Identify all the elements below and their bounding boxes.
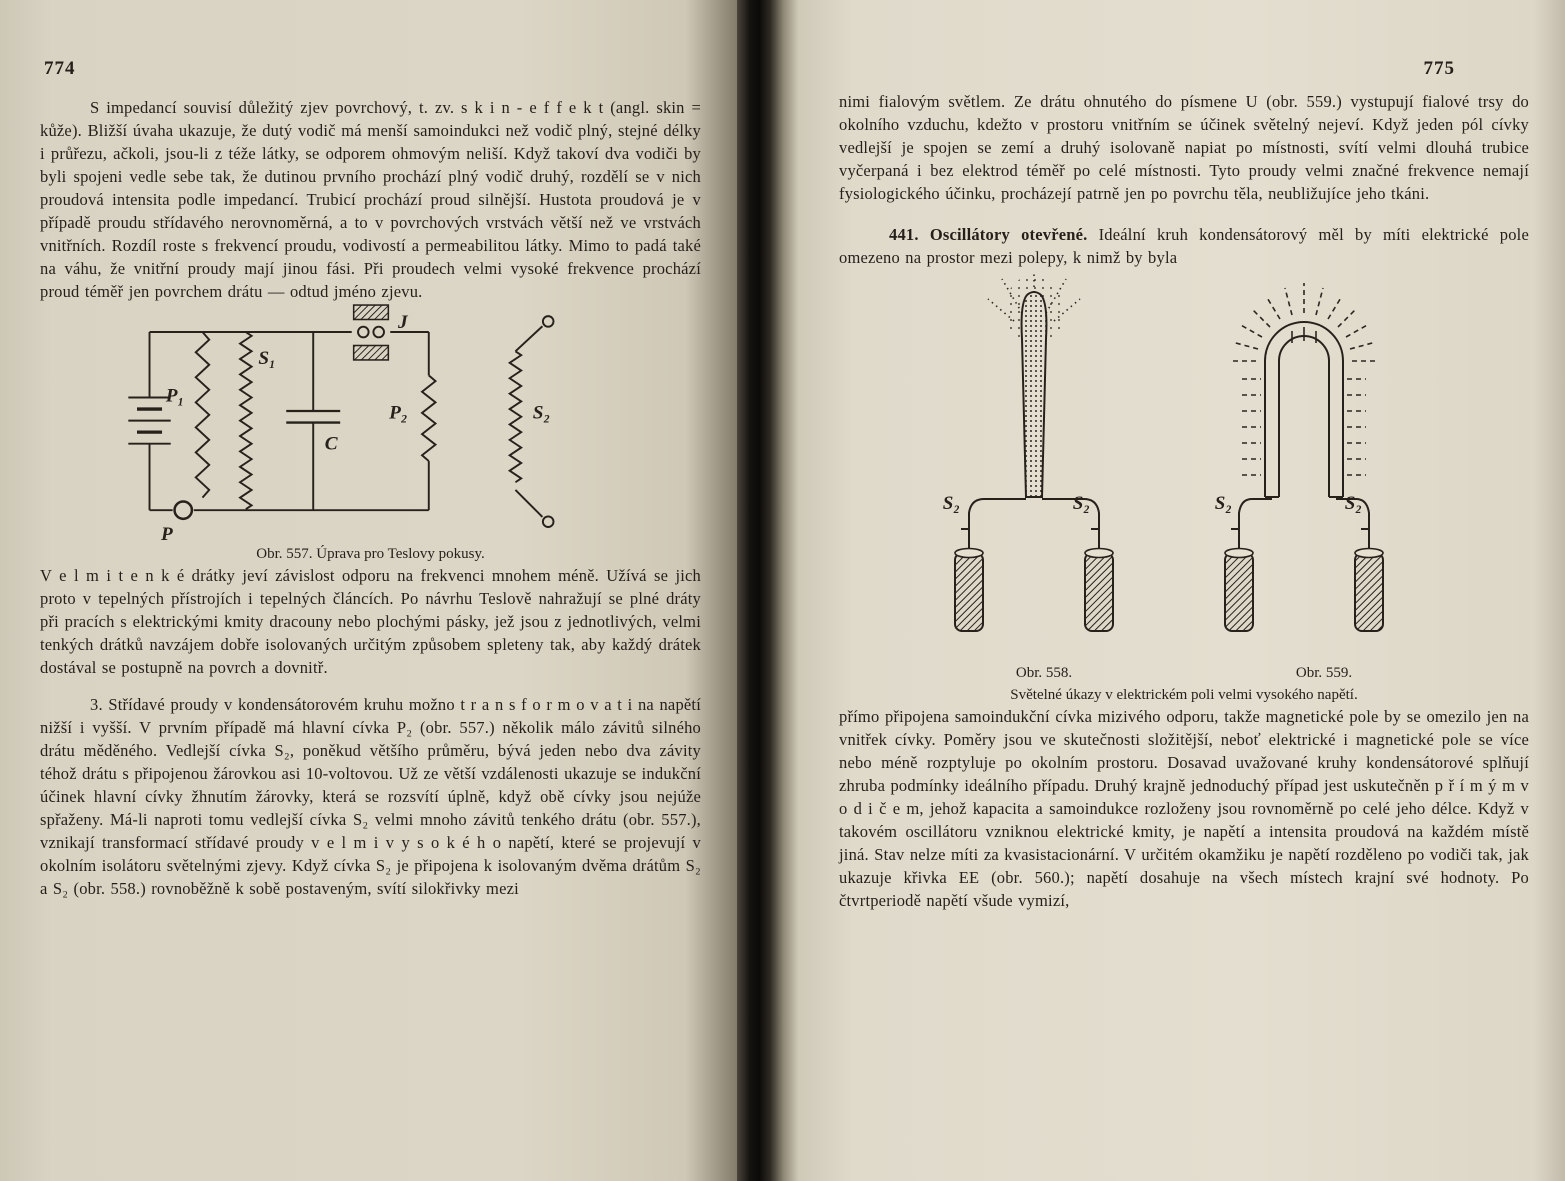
label-s2-b: S₂	[1072, 493, 1090, 514]
paragraph-violet-light: nimi fialovým světlem. Ze drátu ohnutého do písmene U (obr. 559.) vystupují fialové trsy do okolního vzduchu, kdežto v prostoru vnitřním se účinek světelný nejeví. Když jeden pól cívky vedlejší je spojen se zemí a druhý isolovaně napiat po místnosti, svítí velmi dlouhá trubice vyčerpaná i bez elektrod téměř po celé místnosti. Tyto proudy velmi značné frekvence nemají fysiologického účinku, procházejí patrně jen po povrchu těla, neubližujíce jeho tkáni.	[839, 92, 1529, 203]
handle	[1355, 549, 1383, 632]
label-s2-a: S₂	[942, 493, 960, 514]
label-s1: S₁	[257, 347, 276, 369]
page-right	[783, 0, 1565, 1181]
binding-gutter	[737, 0, 783, 1181]
right-page-content	[783, 0, 1565, 912]
figure-subcaption: Světelné úkazy v elektrickém poli velmi vysokého napětí.	[1010, 687, 1358, 703]
terminal-top	[542, 316, 553, 327]
label-p2: P₂	[388, 402, 408, 424]
tube-558	[943, 273, 1113, 631]
paragraph-open-oscillators: přímo připojena samoindukční cívka mizivého odporu, takže magnetické pole by se omezilo jen na vnitřek cívky. Poměry jsou ve skutečnosti složitější, neboť elektrické i magnetické pole se více nebo méně rozptyluje po okolním prostoru. Dosavad uvažované kruhy kondensátorové splňují zhruba podmínky ideálního případu. Druhý krajně jednoduchý případ jest uskutečněn p ř í m ý m v o d i č e m, jehož kapacita a samoindukce rozloženy jsou rovnoměrně po celé jeho délce. Když v takovém oscillátoru vzniknou elektrické kmity, je napětí a intensita proudová na každém místě jiná. Stav nelze míti za kvasistacionární. V určitém okamžiku je napětí rozděleno po vodiči tak, jak ukazuje křivka EE (obr. 560.); napětí dosahuje na všech místech krajní své hodnoty. Po čtvrtperiodě napětí všude vymizí,	[839, 707, 1529, 910]
page-number-right: 775	[1423, 58, 1455, 79]
paragraph-skin-effect: S impedancí souvisí důležitý zjev povrchový, t. zv. s k i n - e f f e k t (angl. skin = kůže). Bližší úvaha ukazuje, že dutý vodič má menší samoindukci než vodič plný, stejné délky i průřezu, ačkoli, jsou-li z téže látky, se odporem ohmovým neliší. Když takoví dva vodiči by byli spojeni vedle sebe tak, že dutinou prvního prochází plný vodič druhý, rozdělí se v nich proudová intensita podle impedancí. Trubicí prochází proud silnější. Hustota proudová je v případě proudu střídavého nerovnoměrná, a to v povrchových vrstvách větší než ve vrstvách vnitřních. Rozdíl roste s frekvencí proudu, vodivostí a permeabilitou látky. Mimo to padá také na váhu, že vnitřní proudy mají jinou fási. Při proudech velmi vysoké frekvence prochází proud téměř jen povrchem drátu — odtud jméno zjevu.	[40, 98, 701, 301]
side-glow-dashes	[1242, 379, 1366, 475]
page-left	[0, 0, 737, 1181]
figure-557-caption: Obr. 557. Úprava pro Teslovy pokusy.	[256, 546, 485, 562]
tube-559	[1215, 283, 1383, 631]
coil-s1	[240, 332, 252, 509]
page-number-left: 774	[44, 58, 76, 79]
glow-tube	[1022, 292, 1047, 497]
label-s2: S₂	[532, 402, 550, 424]
section-paragraph	[839, 223, 1529, 269]
u-tube-inner	[1279, 336, 1329, 497]
resistor-p1	[195, 332, 208, 498]
battery-symbol	[128, 332, 170, 510]
spark-gap-j	[353, 305, 388, 360]
figure-558-caption: Obr. 558.	[1015, 665, 1073, 681]
discharge-tubes-diagram	[904, 269, 1464, 661]
paragraph-transform: 3. Střídavé proudy v kondensátorovém kruhu možno t r a n s f o r m o v a t i na napětí nižší i vyšší. V prvním případě má hlavní cívka P₂ (obr. 557.) několik málo závitů silného drátu měděného. Vedlejší cívka S₂, poněkud většího průměru, bývá jeden nebo dva závity téhož drátu s připojenou žárovkou asi 10-voltovou. Už ze větší vzdálenosti ukazuje se indukční účinek hlavní cívky žhnutím žárovky, která se rozsvítí úplně, když obě cívky jsou nejúže spřaženy. Má-li naproti tomu vedlejší cívka S₂ velmi mnoho závitů tenkého drátu (obr. 557.), vznikají transformací střídavé proudy v e l m i v y s o k é h o napětí, které se projevují v okolním isolátoru světelnými zjevy. Když cívka S₂ je připojena k isolovaným dvěma drátům S₂ a S₂ (obr. 558.) rovnoběžně k sobě postaveným, svítí silokřivky mezi	[40, 695, 701, 898]
section-heading: 441. Oscillátory otevřené.	[889, 225, 1088, 244]
handle	[1085, 549, 1113, 632]
u-tube-outer	[1265, 322, 1343, 497]
label-p1: P₁	[165, 385, 184, 407]
section-lead: Ideální kruh kondensátorový měl by míti elektrické pole omezeno na prostor mezi polepy, k nimž by byla	[839, 225, 1529, 267]
resistor-p2	[422, 332, 435, 510]
handle	[955, 549, 983, 632]
label-p: P	[160, 524, 173, 544]
figure-558-559	[839, 269, 1529, 705]
circuit-diagram-557	[111, 303, 631, 544]
paragraph-thin-wires: V e l m i t e n k é drátky jeví závislost odporu na frekvenci mnohem méně. Užívá se jich proto v tepelných přístrojích i tepelných článcích. Po návrhu Teslově nahražují se plné dráty při pracích s elektrickými kmity dracouny nebo plochými pásky, jež jsou z jednotlivých, velmi tenkých drátků navzájem dobře isolovaných určitým způsobem spleteny tak, aby každý drátek dostával se postupně na povrch a dovnitř.	[40, 566, 701, 677]
capacitor-c	[286, 332, 340, 510]
handle	[1225, 549, 1253, 632]
terminal-bottom	[542, 516, 553, 527]
interrupter-p	[174, 502, 191, 519]
figure-557	[40, 303, 701, 564]
left-page-content	[0, 0, 737, 900]
label-s2-d: S₂	[1344, 493, 1362, 514]
label-j: J	[397, 312, 408, 334]
label-c: C	[324, 433, 338, 455]
figure-captions-row	[904, 663, 1464, 683]
label-s2-c: S₂	[1214, 493, 1232, 514]
figure-559-caption: Obr. 559.	[1295, 665, 1353, 681]
